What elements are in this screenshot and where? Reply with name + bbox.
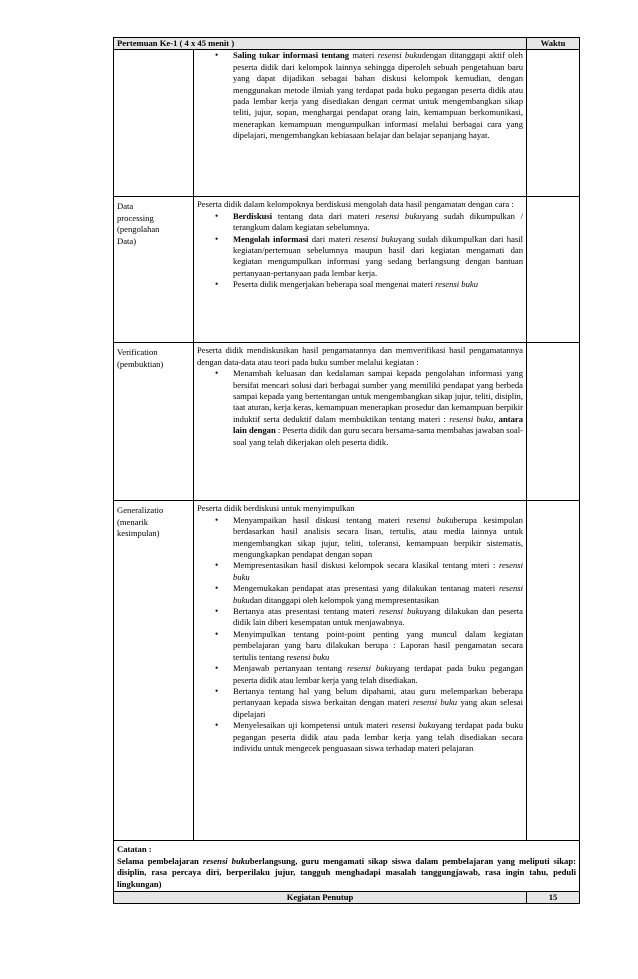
list-item: • Menyelesaikan uji kompetensi untuk materi resensi bukuyang terdapat pada buku pegangan peserta didik atau pada lembar kerja yang telah disediakan secara individu untuk mengecek penguasaan siswa terhadap materi pelajaran xyxy=(233,720,523,754)
notes-row xyxy=(114,841,580,892)
notes-body: Selama pembelajaran resensi bukuberlangsung, guru mengamati sikap siswa dalam pembelajaran yang meliputi sikap: disiplin, rasa percaya diri, berperilaku jujur, tangguh menghadapi masalah tanggungjawab, rasa ingin tahu, peduli lingkungan) xyxy=(117,855,576,889)
time-cell xyxy=(527,343,580,501)
stage-label-data-processing: Data processing (pengolahan Data) xyxy=(114,197,194,343)
stage-intro: Peserta didik dalam kelompoknya berdiskusi mengolah data hasil pengamatan dengan cara : xyxy=(197,199,514,210)
table-row xyxy=(114,197,580,343)
notes-title: Catatan : xyxy=(117,844,152,855)
list-item: • Mempresentasikan hasil diskusi kelompok secara klasikal tentang mteri : resensi buku xyxy=(233,560,523,583)
stage-label-verification: Verification (pembuktian) xyxy=(114,343,194,501)
stage-intro: Peserta didik mendiskusikan hasil pengamatannya dan memverifikasi hasil pengamatannya dengan data-data atau teori pada buku sumber melalui kegiatan : xyxy=(197,345,523,367)
stage-label-generalization: Generalizatio (menarik kesimpulan) xyxy=(114,501,194,841)
time-cell xyxy=(527,501,580,841)
list-item: • Menambah keluasan dan kedalaman sampai kepada pengolahan informasi yang bersifat mencari solusi dari berbagai sumber yang memiliki pendapat yang berbeda sampai kepada yang bertentangan untuk mengembangkan sikap jujur, teliti, disiplin, taat aturan, kerja keras, kemampuan menerapkan prosedur dan kemampuan berpikir induktif serta deduktif dalam membuktikan tentang materi : resensi buku, antara lain dengan : Peserta didik dan guru secara bersama-sama membahas jawaban soal-soal yang telah dikerjakan oleh peserta didik. xyxy=(233,368,523,448)
waktu-header: Waktu xyxy=(527,38,580,50)
table-row xyxy=(114,501,580,841)
stage-content xyxy=(194,50,527,197)
meeting-title: Pertemuan Ke-1 ( 4 x 45 menit ) xyxy=(114,38,527,50)
stage-intro: Peserta didik berdiskusi untuk menyimpulkan xyxy=(197,503,355,514)
table-row xyxy=(114,50,580,197)
table-header-row xyxy=(114,38,580,50)
lesson-plan-table xyxy=(113,37,580,904)
list-item: • Menyampaikan hasil diskusi tentang materi resensi bukuberupa kesimpulan berdasarkan hasil analisis secara lisan, tertulis, atau media lainnya untuk mengembangkan sikap jujur, teliti, toleransi, kemampuan berpikir sistematis, mengungkapkan pendapat dengan sopan xyxy=(233,515,523,561)
empty-stage-cell xyxy=(114,50,194,197)
stage-content xyxy=(194,501,527,841)
list-item: • Mengolah informasi dari materi resensi bukuyang sudah dikumpulkan dari hasil kegiatan/pertemuan sebelumnya maupun hasil dari kegiatan mengamati dan kegiatan mengumpulkan informasi yang sedang berlangsung dengan bantuan pertanyaan-pertanyaan pada lembar kerja. xyxy=(233,234,523,280)
time-cell xyxy=(527,197,580,343)
closing-activity-label: Kegiatan Penutup xyxy=(114,892,527,904)
list-item: • Mengemukakan pendapat atas presentasi yang dilakukan tentanag materi resensi bukudan ditanggapi oleh kelompok yang mempresentasikan xyxy=(233,583,523,606)
notes-cell xyxy=(114,841,580,892)
list-item: • Berdiskusi tentang data dari materi resensi bukuyang sudah dikumpulkan / terangkum dalam kegiatan sebelumnya. xyxy=(233,211,523,234)
closing-activity-row xyxy=(114,892,580,904)
list-item: • Saling tukar informasi tentang materi resensi bukudengan ditanggapi aktif oleh peserta didik dari kelompok lainnya sehingga diperoleh sebuah pengetahuan baru yang dapat dijadikan sebagai bahan diskusi kelompok kemudian, dengan menggunakan metode ilmiah yang terdapat pada buku pegangan peserta didik atau pada lembar kerja yang disediakan dengan cermat untuk mengembangkan sikap teliti, jujur, sopan, menghargai pendapat orang lain, kemampuan berkomunikasi, menerapkan kemampuan mengumpulkan informasi melalui berbagai cara yang dipelajari, mengembangkan kebiasaan belajar dan belajar sepanjang hayat. xyxy=(233,50,523,141)
stage-content xyxy=(194,343,527,501)
list-item: • Bertanya atas presentasi tentang materi resensi bukuyang dilakukan dan peserta didik lain diberi kesempatan untuk menjawabnya. xyxy=(233,606,523,629)
table-row xyxy=(114,343,580,501)
time-cell xyxy=(527,50,580,197)
list-item: • Peserta didik mengerjakan beberapa soal mengenai materi resensi buku xyxy=(233,279,523,290)
stage-content xyxy=(194,197,527,343)
list-item: • Bertanya tentang hal yang belum dipahami, atau guru melemparkan beberapa pertanyaan kepada siswa berkaitan dengan materi resensi buku yang akan selesai dipelajari xyxy=(233,686,523,720)
list-item: • Menyimpulkan tentang point-point penting yang muncul dalam kegiatan pembelajaran yang baru dilakukan berupa : Laporan hasil pengamatan secara tertulis tentang resensi buku xyxy=(233,629,523,663)
list-item: • Menjawab pertanyaan tentang resensi bukuyang terdapat pada buku pegangan peserta didik atau lembar kerja yang telah disediakan. xyxy=(233,663,523,686)
closing-activity-time: 15 xyxy=(527,892,580,904)
